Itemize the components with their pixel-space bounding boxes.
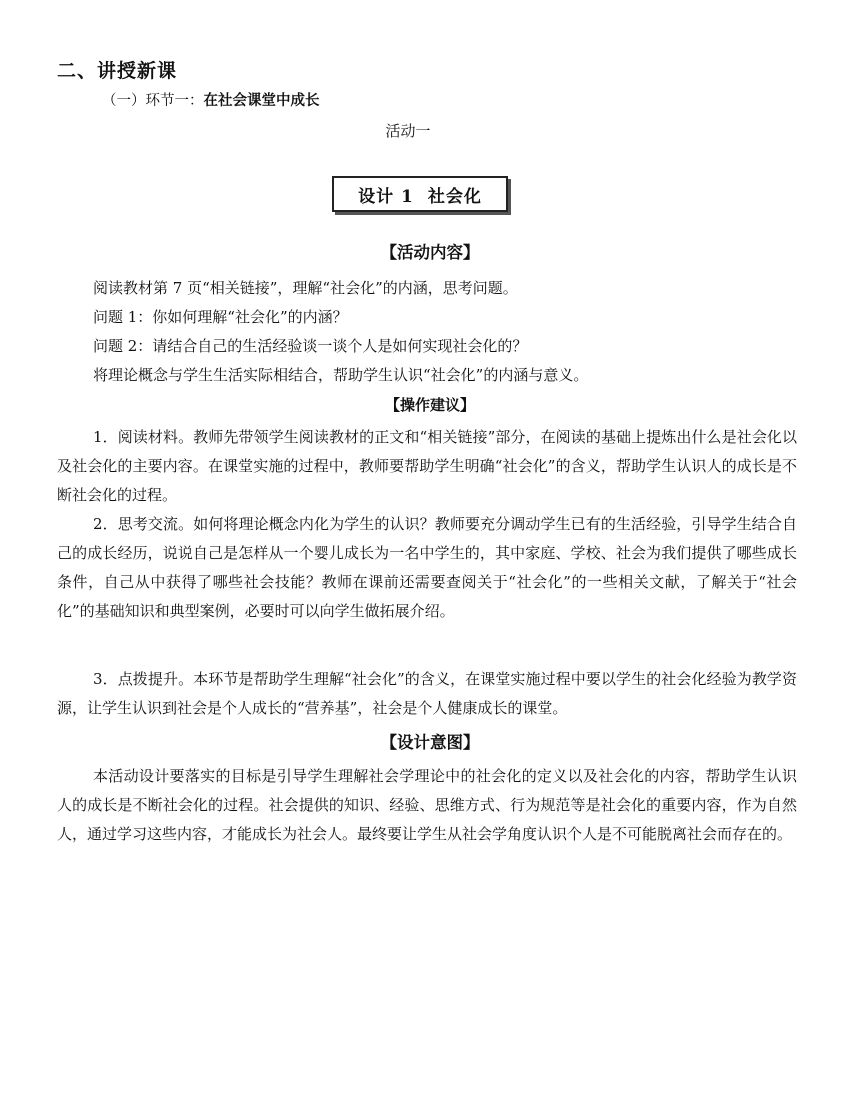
operation-heading: 【操作建议】: [384, 396, 475, 414]
section-title: 二、讲授新课: [57, 60, 178, 82]
content-line: 问题 1：你如何理解“社会化”的内涵？: [93, 308, 348, 326]
intent-paragraph: 本活动设计要落实的目标是引导学生理解社会学理论中的社会化的定义以及社会化的内容，帮助学生认识人的成长是不断社会化的过程。社会提供的知识、经验、思维方式、行为规范等是社会化的重要内容，作为自然人，通过学习这些内容，才能成长为社会人。最终要让学生从社会学角度认识个人是不可能脱离社会而存在的。: [57, 767, 797, 843]
content-line: 问题 2：请结合自己的生活经验谈一谈个人是如何实现社会化的？: [93, 337, 528, 355]
content-line: 将理论概念与学生生活实际相结合，帮助学生认识“社会化”的内涵与意义。: [93, 366, 589, 384]
intent-heading: 【设计意图】: [380, 733, 480, 752]
content-heading: 【活动内容】: [380, 243, 480, 262]
operation-paragraph-1: 1．阅读材料。教师先带领学生阅读教材的正文和“相关链接”部分，在阅读的基础上提炼出什么是社会化以及社会化的主要内容。在课堂实施的过程中，教师要帮助学生明确“社会化”的含义，帮助学生认识人的成长是不断社会化的过程。: [57, 428, 797, 504]
design-box: [332, 176, 508, 212]
subsection-title: [102, 90, 320, 112]
design-number: 设计 1: [358, 186, 414, 207]
design-title: 社会化: [427, 186, 482, 207]
subsection-name: 在社会课堂中成长: [203, 93, 320, 109]
subsection-prefix: （一）环节一：: [102, 93, 204, 109]
content-line: 阅读教材第 7 页“相关链接”，理解“社会化”的内涵，思考问题。: [93, 279, 518, 297]
activity-label: 活动一: [385, 122, 431, 140]
operation-paragraph-3: 3．点拨提升。本环节是帮助学生理解“社会化”的含义，在课堂实施过程中要以学生的社会化经验为教学资源，让学生认识到社会是个人成长的“营养基”，社会是个人健康成长的课堂。: [57, 670, 797, 717]
operation-paragraph-2: 2．思考交流。如何将理论概念内化为学生的认识？教师要充分调动学生已有的生活经验，引导学生结合自己的成长经历，说说自己是怎样从一个婴儿成长为一名中学生的，其中家庭、学校、社会为我们提供了哪些成长条件，自己从中获得了哪些社会技能？教师在课前还需要查阅关于“社会化”的一些相关文献，了解关于“社会化”的基础知识和典型案例，必要时可以向学生做拓展介绍。: [57, 515, 797, 620]
